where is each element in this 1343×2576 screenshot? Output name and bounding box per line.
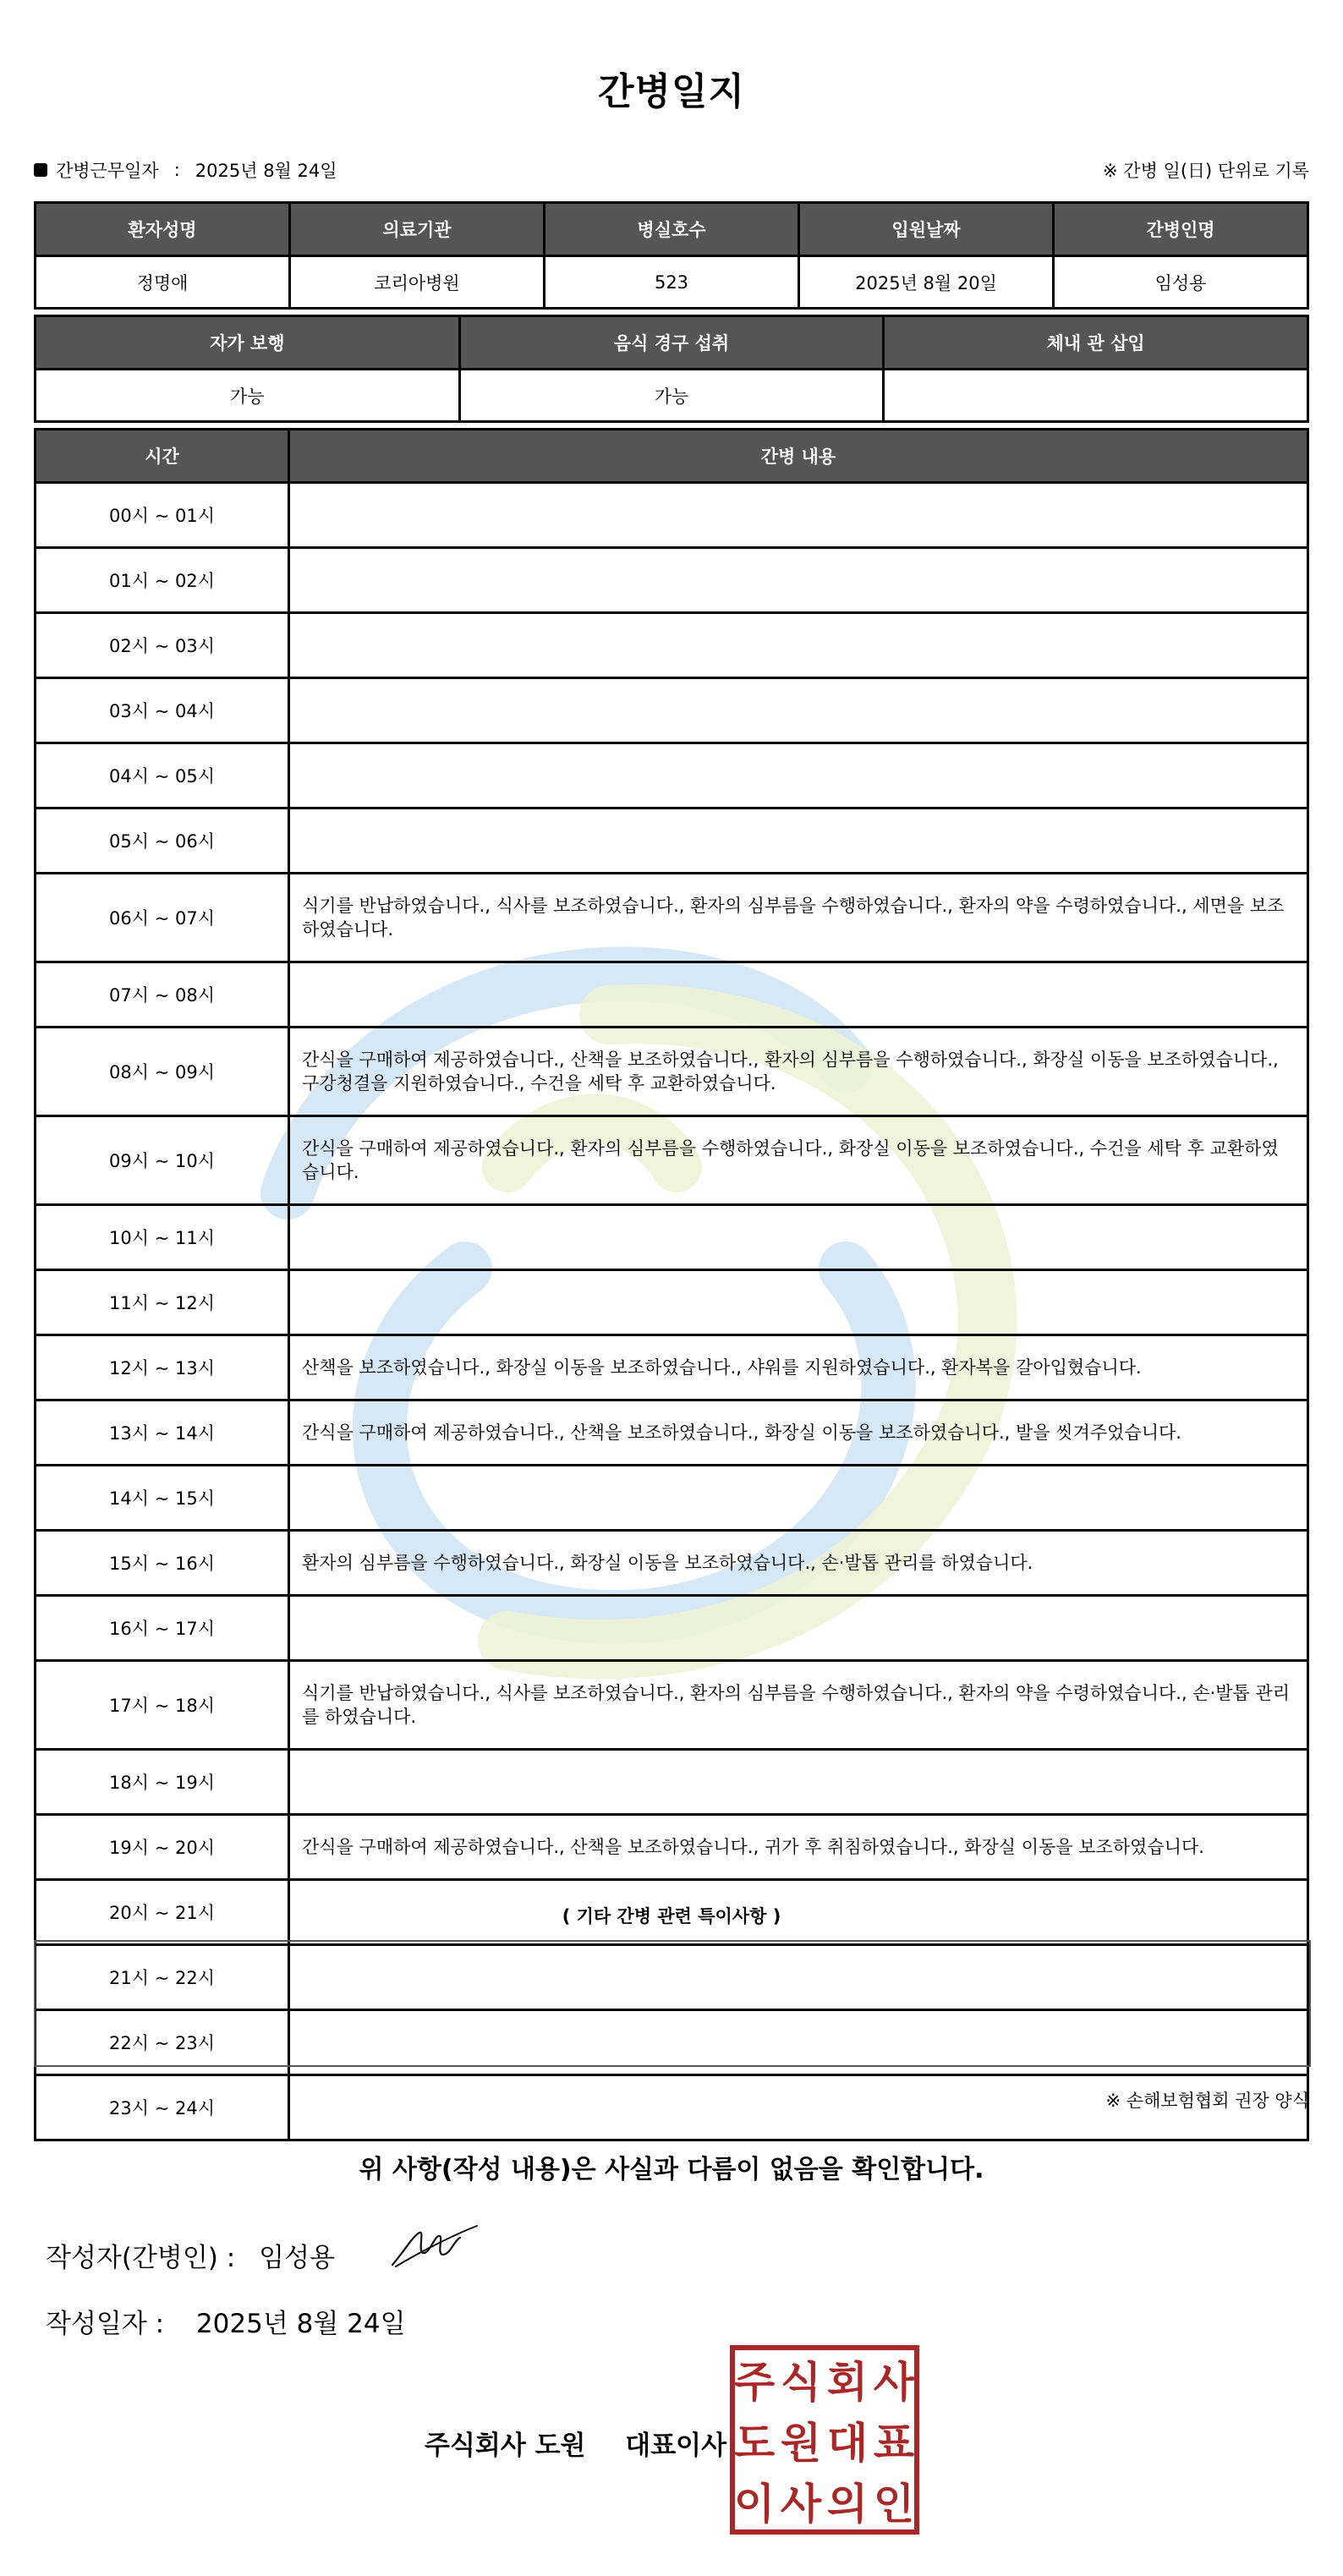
recommended-form-note: ※ 손해보험협회 권장 양식 xyxy=(1105,2091,1309,2111)
log-content xyxy=(289,483,1308,548)
log-content: 간식을 구매하여 제공하였습니다., 환자의 심부름을 수행하였습니다., 화장실 이동을 보조하였습니다., 수건을 세탁 후 교환하였습니다. xyxy=(289,1116,1308,1205)
log-content xyxy=(289,1596,1308,1661)
work-date-value: 2025년 8월 24일 xyxy=(195,161,337,181)
log-time: 02시 ~ 03시 xyxy=(36,613,289,678)
seal-character: 원 xyxy=(780,2419,822,2468)
work-date-label: 간병근무일자 xyxy=(56,161,159,181)
header-care-content: 간병 내용 xyxy=(289,430,1308,483)
log-time: 20시 ~ 21시 xyxy=(36,1880,289,1945)
written-date-label: 작성일자 : xyxy=(46,2309,165,2339)
log-row xyxy=(36,1596,1308,1661)
log-row xyxy=(36,1466,1308,1531)
log-content xyxy=(289,1205,1308,1270)
log-time: 08시 ~ 09시 xyxy=(36,1028,289,1116)
header-oral-intake: 음식 경구 섭취 xyxy=(459,316,884,370)
log-content: 식기를 반납하였습니다., 식사를 보조하였습니다., 환자의 심부름을 수행하였습니다., 환자의 약을 수령하였습니다., 세면을 보조하였습니다. xyxy=(289,874,1308,962)
log-time: 11시 ~ 12시 xyxy=(36,1270,289,1335)
log-content xyxy=(289,678,1308,743)
company-seal-stamp xyxy=(729,2344,920,2535)
log-time: 00시 ~ 01시 xyxy=(36,483,289,548)
log-row xyxy=(36,808,1308,874)
representative-title: 대표이사 xyxy=(625,2431,727,2461)
log-time: 09시 ~ 10시 xyxy=(36,1116,289,1205)
log-row xyxy=(36,1205,1308,1270)
written-date: 2025년 8월 24일 xyxy=(195,2309,406,2339)
oral-intake-value: 가능 xyxy=(459,370,884,422)
signature xyxy=(387,2217,480,2273)
log-time: 07시 ~ 08시 xyxy=(36,962,289,1028)
seal-character: 이 xyxy=(733,2480,776,2529)
log-content: 식기를 반납하였습니다., 식사를 보조하였습니다., 환자의 심부름을 수행하였습니다., 환자의 약을 수령하였습니다., 손·발톱 관리를 하였습니다. xyxy=(289,1661,1308,1750)
hospital-name: 코리아병원 xyxy=(290,256,545,309)
log-content: 환자의 심부름을 수행하였습니다., 화장실 이동을 보조하였습니다., 손·발톱 관리를 하였습니다. xyxy=(289,1531,1308,1596)
remarks-box xyxy=(34,1940,1311,2067)
seal-character: 인 xyxy=(873,2480,915,2529)
log-time: 18시 ~ 19시 xyxy=(36,1750,289,1815)
log-row xyxy=(36,1400,1308,1466)
log-time: 14시 ~ 15시 xyxy=(36,1466,289,1531)
work-date xyxy=(34,157,337,183)
patient-name: 정명애 xyxy=(36,256,290,309)
log-content xyxy=(289,1750,1308,1815)
log-content: 간식을 구매하여 제공하였습니다., 산책을 보조하였습니다., 화장실 이동을 보조하였습니다., 발을 씻겨주었습니다. xyxy=(289,1400,1308,1466)
written-date-line xyxy=(46,2302,406,2340)
log-time: 10시 ~ 11시 xyxy=(36,1205,289,1270)
log-row xyxy=(36,743,1308,808)
log-content xyxy=(289,1270,1308,1335)
log-row xyxy=(36,613,1308,678)
log-time: 13시 ~ 14시 xyxy=(36,1400,289,1466)
log-row xyxy=(36,1270,1308,1335)
log-time: 23시 ~ 24시 xyxy=(36,2075,289,2140)
log-time: 12시 ~ 13시 xyxy=(36,1335,289,1400)
tube-insertion-value xyxy=(884,370,1308,422)
writer-name: 임성용 xyxy=(259,2243,336,2273)
header-patient-name: 환자성명 xyxy=(36,203,290,256)
log-content: 산책을 보조하였습니다., 화장실 이동을 보조하였습니다., 샤워를 지원하였습니다., 환자복을 갈아입혔습니다. xyxy=(289,1335,1308,1400)
log-content xyxy=(289,743,1308,808)
log-row xyxy=(36,678,1308,743)
patient-status-table xyxy=(34,315,1309,423)
bullet-icon xyxy=(34,163,47,177)
header-time: 시간 xyxy=(36,430,289,483)
log-time: 21시 ~ 22시 xyxy=(36,1945,289,2010)
log-content: 간식을 구매하여 제공하였습니다., 산책을 보조하였습니다., 환자의 심부름을 수행하였습니다., 화장실 이동을 보조하였습니다., 구강청결을 지원하였습니다., 수건을 세탁 후 교환하였습니다. xyxy=(289,1028,1308,1116)
seal-character: 사 xyxy=(873,2358,915,2407)
log-row xyxy=(36,1028,1308,1116)
log-row xyxy=(36,1750,1308,1815)
log-time: 06시 ~ 07시 xyxy=(36,874,289,962)
patient-info-table xyxy=(34,201,1309,310)
company-line xyxy=(425,2424,726,2462)
seal-character: 회 xyxy=(826,2358,869,2407)
header-room-number: 병실호수 xyxy=(545,203,799,256)
admission-date: 2025년 8월 20일 xyxy=(799,256,1054,309)
daily-record-note: ※ 간병 일(日) 단위로 기록 xyxy=(1103,161,1309,181)
writer-line xyxy=(46,2236,335,2274)
log-content xyxy=(289,962,1308,1028)
log-time: 15시 ~ 16시 xyxy=(36,1531,289,1596)
log-content xyxy=(289,548,1308,613)
header-tube-insertion: 체내 관 삽입 xyxy=(884,316,1308,370)
seal-character: 식 xyxy=(780,2358,822,2407)
log-time: 01시 ~ 02시 xyxy=(36,548,289,613)
log-time: 05시 ~ 06시 xyxy=(36,808,289,874)
header-self-walking: 자가 보행 xyxy=(36,316,460,370)
seal-character: 의 xyxy=(826,2480,869,2529)
log-content: 간식을 구매하여 제공하였습니다., 산책을 보조하였습니다., 귀가 후 취침하였습니다., 화장실 이동을 보조하였습니다. xyxy=(289,1815,1308,1880)
log-time: 22시 ~ 23시 xyxy=(36,2010,289,2075)
log-row xyxy=(36,1335,1308,1400)
care-log-table xyxy=(34,428,1309,2141)
seal-character: 도 xyxy=(733,2419,776,2468)
company-name: 주식회사 도원 xyxy=(425,2431,586,2461)
log-row xyxy=(36,1531,1308,1596)
caregiver-name: 임성용 xyxy=(1054,256,1308,309)
header-caregiver-name: 간병인명 xyxy=(1054,203,1308,256)
document-title: 간병일지 xyxy=(597,70,745,113)
log-time: 16시 ~ 17시 xyxy=(36,1596,289,1661)
log-row xyxy=(36,1815,1308,1880)
seal-character: 표 xyxy=(873,2419,915,2468)
log-row xyxy=(36,962,1308,1028)
room-number: 523 xyxy=(545,256,799,309)
log-row xyxy=(36,483,1308,548)
header-hospital: 의료기관 xyxy=(290,203,545,256)
log-time: 03시 ~ 04시 xyxy=(36,678,289,743)
log-row xyxy=(36,1661,1308,1750)
log-content xyxy=(289,613,1308,678)
confirmation-statement: 위 사항(작성 내용)은 사실과 다름이 없음을 확인합니다. xyxy=(359,2155,984,2184)
log-time: 04시 ~ 05시 xyxy=(36,743,289,808)
log-row xyxy=(36,874,1308,962)
log-row xyxy=(36,548,1308,613)
header-admission-date: 입원날짜 xyxy=(799,203,1054,256)
work-date-separator: : xyxy=(173,160,180,180)
seal-character: 사 xyxy=(780,2480,822,2529)
log-time: 17시 ~ 18시 xyxy=(36,1661,289,1750)
log-content xyxy=(289,808,1308,874)
seal-character: 주 xyxy=(733,2358,776,2407)
seal-character: 대 xyxy=(826,2419,869,2468)
self-walking-value: 가능 xyxy=(36,370,460,422)
log-content xyxy=(289,1466,1308,1531)
writer-label: 작성자(간병인) : xyxy=(46,2243,236,2273)
remarks-title: ( 기타 간병 관련 특이사항 ) xyxy=(562,1906,781,1927)
log-time: 19시 ~ 20시 xyxy=(36,1815,289,1880)
log-row xyxy=(36,1116,1308,1205)
